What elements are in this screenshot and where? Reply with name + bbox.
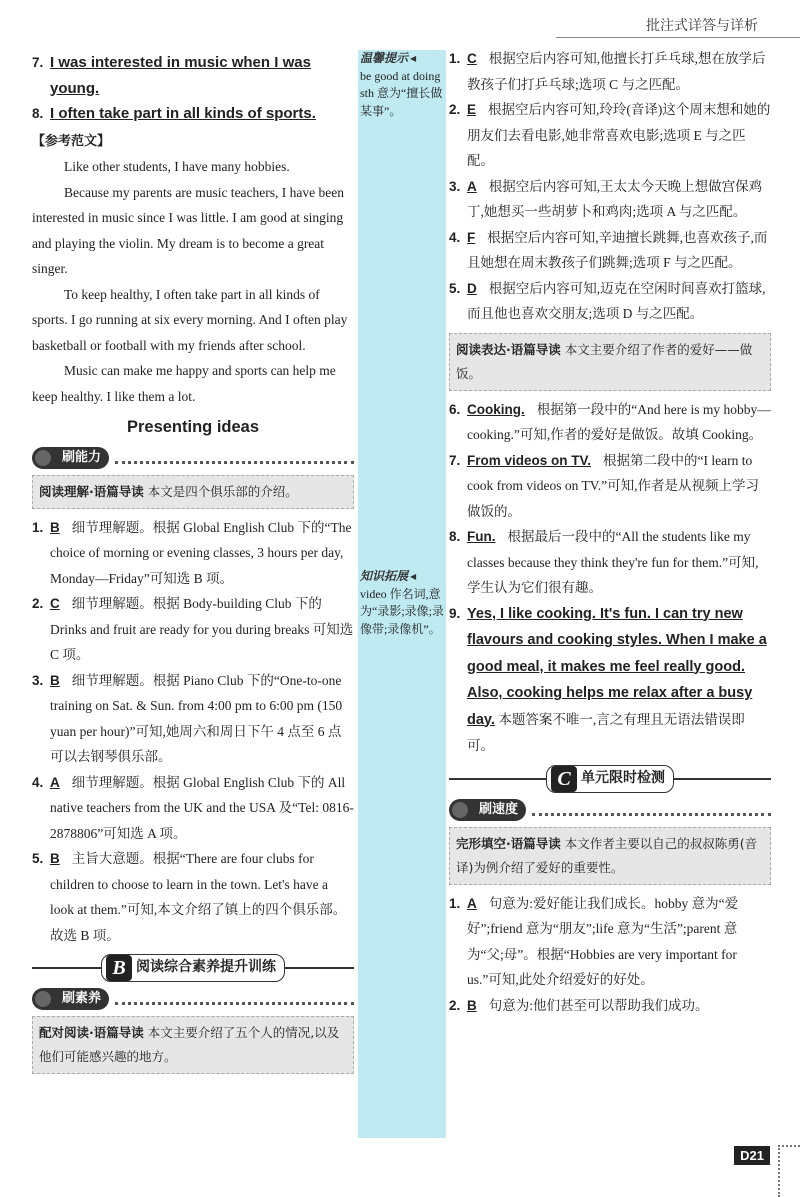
question-number: 1. [32,519,44,535]
answer-item [449,225,771,276]
explanation-text: 句意为:他们甚至可以帮助我们成功。 [488,997,709,1013]
answer-key: C [50,596,60,611]
tag-label: 刷能力 [32,447,109,469]
answer-key: B [50,672,60,688]
guide-label: 阅读理解·语篇导读 [39,483,144,499]
question-number: 8. [449,529,461,544]
answer-item [32,668,354,770]
answer-item [449,448,771,525]
answer-body [467,174,771,225]
dotted-divider [115,452,354,464]
explanation-text: 细节理解题。根据 Global English Club 下的 All native teachers from the UK and the USA 及“Tel: 0816-2878806”可知选 A 项。 [50,774,354,841]
answer-body [50,846,354,948]
unit-letter: B [106,955,132,981]
tag-bar [32,988,354,1010]
reading-guide [449,333,771,391]
answer-key: C [467,51,477,66]
question-number: 3. [449,178,461,194]
banner-line [285,967,354,969]
explanation-text: 细节理解题。根据 Piano Club 下的“One-to-one training on Sat. & Sun. from 4:00 pm to 6:00 pm (150 yuan per hour)”可知,她周六和周日下午 4 点至 6 点可以去钢琴俱乐部。 [50,672,343,764]
answer-q8 [32,101,354,127]
tag-label: 刷素养 [32,988,109,1010]
answer-key: E [467,102,477,117]
essay-paragraph: Like other students, I have many hobbies. [64,159,290,174]
answer-key: A [467,895,477,911]
answer-item [32,515,354,592]
answer-note: 本题答案不唯一,言之有理且无语法错误即可。 [467,711,745,753]
answer-body [467,97,771,174]
tip-label: 知识拓展 ◀ [360,568,444,586]
banner-line [449,778,546,780]
answer-text: Yes, I like cooking. It's fun. I can try new flavours and cooking styles. When I make a good meal, it makes me feel really good. Also, cooking helps me relax after a busy day. [467,605,767,728]
tag-bar [32,447,354,469]
answer-body [467,993,709,1019]
answer-item [449,174,771,225]
answer-item [32,591,354,668]
tag-label: 刷速度 [449,799,526,821]
answer-body [467,891,771,993]
guide-label: 配对阅读·语篇导读 [39,1025,144,1040]
answer-key: Cooking. [467,401,525,417]
answer-body [467,225,771,276]
question-number: 5. [32,851,44,866]
question-number: 2. [32,596,44,611]
guide-text: 本文是四个俱乐部的介绍。 [147,483,298,499]
question-number: 2. [449,102,461,117]
explanation-text: 根据第二段中的“I learn to cook from videos on TV.”可知,作者是从视频上学习做饭的。 [467,452,759,519]
guide-label: 阅读表达·语篇导读 [456,341,561,357]
banner-line [32,967,101,969]
explanation-text: 根据空后内容可知,王太太今天晚上想做宫保鸡丁,她想买一些胡萝卜和鸡肉;选项 A 与之匹配。 [467,178,763,219]
tip-text: video 作名词,意为“录影;录像;录像带;录像机”。 [360,586,444,636]
corner-decoration [778,1145,800,1197]
answer-key: A [50,774,60,790]
answer-list [449,46,771,327]
answer-text: I often take part in all kinds of sports. [50,105,316,122]
tip-column [358,50,446,1138]
answer-list [32,515,354,949]
reading-guide [32,475,354,509]
tag-bar [449,799,771,821]
section-title: Presenting ideas [126,418,260,436]
question-number: 8. [32,106,44,121]
answer-key: B [467,997,477,1013]
answer-item [449,276,771,327]
explanation-text: 细节理解题。根据 Body-building Club 下的 Drinks and fruit are ready for you during breaks 可知选 C 项。 [50,596,354,662]
explanation-text: 主旨大意题。根据“There are four clubs for children to choose to learn in the town. Let's have a look at them.”可知,本文介绍了镇上的四个俱乐部。故选 B 项。 [50,851,347,943]
answer-key: From videos on TV. [467,452,592,468]
tip-box [360,568,444,638]
question-number: 9. [449,605,461,621]
unit-title-box [546,765,674,793]
answer-key: Fun. [467,529,496,544]
page-header [556,0,800,38]
guide-text: 本文作者主要以自己的叔叔陈勇(音译)为例介绍了爱好的重要性。 [456,835,758,875]
answer-body [50,668,354,770]
explanation-text: 根据空后内容可知,迈克在空闲时间喜欢打篮球,而且他也喜欢交朋友;选项 D 与之匹配。 [467,280,766,321]
answer-body [467,46,771,97]
explanation-text: 细节理解题。根据 Global English Club 下的“The choice of morning or evening classes, 3 hours per day, Monday—Friday”可知选 B 项。 [50,519,352,586]
answer-key: D [467,280,477,296]
answer-body [467,448,771,525]
essay-paragraph: To keep healthy, I often take part in all kinds of sports. I go running at six every morning. And I often play basketball or football with my friends after school. [32,286,348,353]
unit-title: 单元限时检测 [581,769,665,786]
reading-guide [449,827,771,885]
question-number: 3. [32,672,44,688]
tip-label: 温馨提示 ◀ [360,50,444,68]
tip-box [360,50,444,120]
question-number: 5. [449,280,461,296]
question-number: 1. [449,51,461,66]
question-number: 1. [449,895,461,911]
page-number: D21 [734,1146,770,1165]
question-number: 7. [449,452,461,468]
unit-banner [32,954,354,982]
unit-title: 阅读综合素养提升训练 [136,959,276,976]
answer-key: F [467,229,476,245]
dotted-divider [115,993,354,1005]
answer-item [449,397,771,448]
banner-line [674,778,771,780]
explanation-text: 根据空后内容可知,玲玲(音译)这个周末想和她的朋友们去看电影,她非常喜欢电影;选项 E 与之匹配。 [467,102,771,168]
answer-list [449,891,771,1019]
answer-key: B [50,519,60,535]
answer-item [449,46,771,97]
unit-letter: C [551,766,577,792]
guide-label: 完形填空·语篇导读 [456,835,561,851]
answer-item [32,846,354,948]
answer-q9 [449,601,771,759]
left-column [32,50,354,1080]
answer-body [50,515,354,592]
guide-text: 本文主要介绍了五个人的情况,以及他们可能感兴趣的地方。 [39,1025,340,1064]
answer-body [467,524,771,601]
answer-key: B [50,851,60,866]
answer-body [467,276,771,327]
essay-paragraph: Because my parents are music teachers, I have been interested in music since I was little. I am good at singing and playing the violin. My dream is to become a great singer. [32,184,344,276]
question-number: 4. [32,774,44,790]
explanation-text: 根据空后内容可知,他擅长打乒乓球,想在放学后教孩子们打乒乓球;选项 C 与之匹配。 [467,51,766,92]
explanation-text: 句意为:爱好能让我们成长。hobby 意为“爱好”;friend 意为“朋友”;life 意为“生活”;parent 意为“父;母”。根据“Hobbies are very important for us.”可知,此处介绍爱好的好处。 [467,895,739,987]
explanation-text: 根据空后内容可知,辛迪擅长跳舞,也喜欢孩子,而且她想在周末教孩子们跳舞;选项 F 与之匹配。 [467,229,768,270]
question-number: 7. [32,55,44,70]
header-title: 批注式详答与详析 [646,18,758,34]
dotted-divider [532,804,771,816]
answer-item [449,993,771,1019]
answer-item [449,97,771,174]
unit-banner [449,765,771,793]
essay-paragraph: Music can make me happy and sports can help me keep healthy. I like them a lot. [32,363,336,404]
answer-body [50,770,354,847]
right-column [449,46,771,1018]
question-number: 6. [449,401,461,417]
question-number: 4. [449,229,461,245]
explanation-text: 根据最后一段中的“All the students like my classes because they think they're fun for them.”可知,学生认为它们很有趣。 [467,529,759,595]
answer-text: I was interested in music when I was young. [50,54,311,97]
guide-text: 本文主要介绍了作者的爱好——做饭。 [456,341,753,381]
unit-title-box [101,954,285,982]
answer-list [449,397,771,601]
answer-item [449,524,771,601]
tip-text: be good at doing sth 意为“擅长做某事”。 [360,68,443,118]
answer-q7 [32,50,354,101]
answer-item [449,891,771,993]
answer-body [467,397,771,448]
answer-item [32,770,354,847]
reading-guide [32,1016,354,1074]
question-number: 2. [449,997,461,1013]
answer-key: A [467,178,477,194]
explanation-text: 根据第一段中的“And here is my hobby—cooking.”可知,作者的爱好是做饭。故填 Cooking。 [467,401,771,442]
reference-label: 【参考范文】 [32,133,111,149]
answer-body [50,591,354,668]
